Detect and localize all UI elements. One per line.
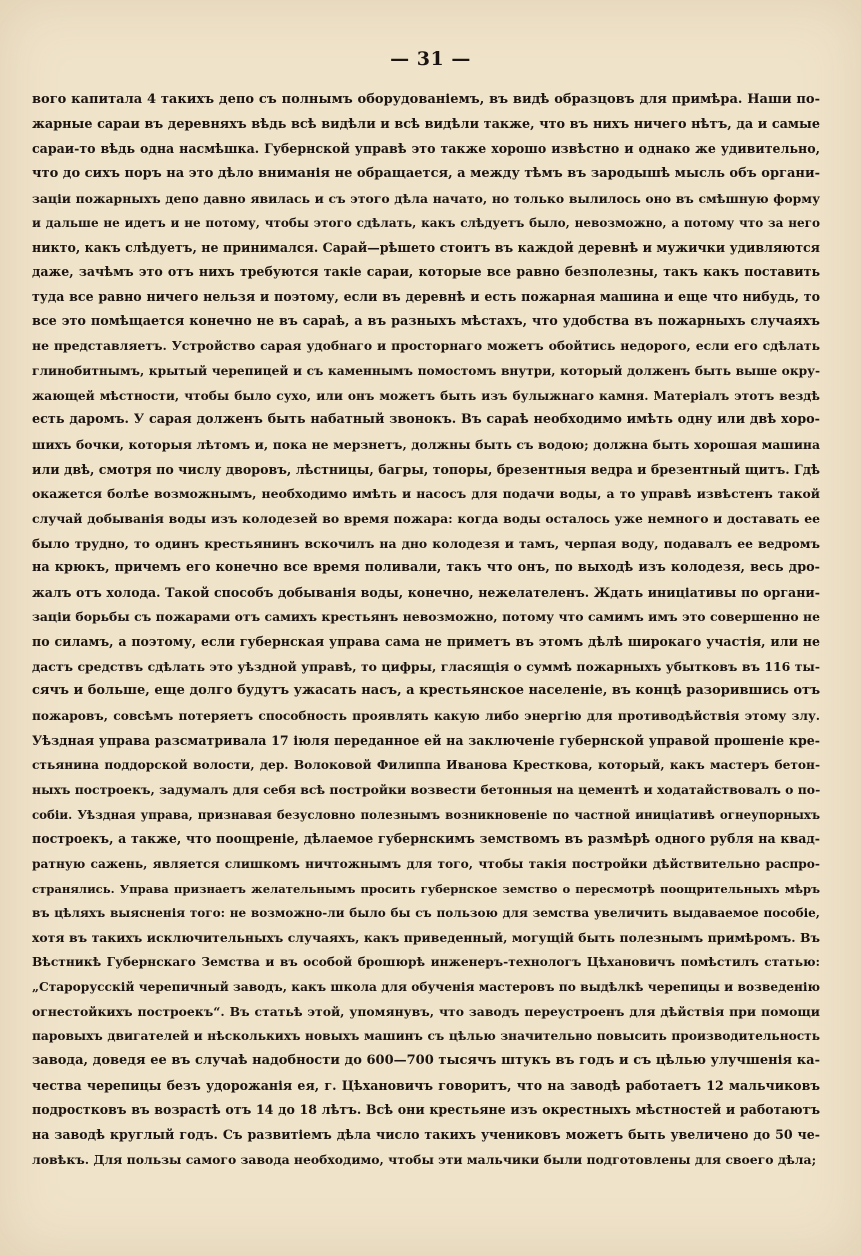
text-line: жарные сараи въ деревняхъ вѣдь всѣ видѣли и всѣ видѣли также, что въ нихъ ничего нѣтъ, да и самые bbox=[32, 116, 820, 132]
text-line: Вѣстникѣ Губернскаго Земства и въ особой брошюрѣ инженеръ-технологъ Цѣхановичъ помѣстилъ статью: bbox=[32, 955, 820, 970]
text-line: шихъ бочки, которыя лѣтомъ и, пока не мерзнетъ, должны быть съ водою; должна быть хорошая машина bbox=[32, 436, 820, 452]
body-text bbox=[32, 88, 820, 1172]
text-line: было трудно, то одинъ крестьянинъ вскочилъ на дно колодезя и тамъ, черпая воду, подавалъ ее ведромъ bbox=[32, 535, 820, 551]
text-line: ныхъ построекъ, задумалъ для себя всѣ постройки возвести бетонныя на цементѣ и ходатайствовалъ о по- bbox=[32, 781, 820, 797]
text-line: заціи пожарныхъ депо давно явилась и съ этого дѣла начато, но только вылилось оно въ смѣшную форму bbox=[32, 190, 820, 206]
text-line: въ цѣляхъ выясненія того: не возможно-ли было бы съ пользою для земства увеличить выдаваемое пособіе, bbox=[32, 906, 820, 921]
text-line: сараи-то вѣдь одна насмѣшка. Губернской управѣ это также хорошо извѣстно и однако же удивительно, bbox=[32, 141, 820, 157]
text-line: заціи борьбы съ пожарами отъ самихъ крестьянъ невозможно, потому что самимъ имъ это совершенно не bbox=[32, 609, 820, 625]
text-line: построекъ, а также, что поощреніе, дѣлаемое губернскимъ земствомъ въ размѣрѣ одного рубля на квад- bbox=[32, 831, 820, 847]
text-line: ловѣкъ. Для пользы самого завода необходимо, чтобы эти мальчики были подготовлены для своего дѣла; bbox=[32, 1151, 817, 1167]
text-line: „Старорусскій черепичный заводъ, какъ школа для обученія мастеровъ по выдѣлкѣ черепицы и возведенію bbox=[32, 980, 820, 995]
text-line: по силамъ, а поэтому, если губернская управа сама не приметъ въ этомъ дѣлѣ широкаго участія, или не bbox=[32, 634, 820, 650]
text-line: Уѣздная управа разсматривала 17 іюля переданное ей на заключеніе губернской управой прошеніе кре- bbox=[32, 732, 820, 748]
text-line: на заводѣ круглый годъ. Съ развитіемъ дѣла число такихъ учениковъ можетъ быть увеличено до 50 че- bbox=[32, 1126, 820, 1142]
text-line: все это помѣщается конечно не въ сараѣ, а въ разныхъ мѣстахъ, что удобства въ пожарныхъ случаяхъ bbox=[32, 313, 820, 329]
text-line: и дальше не идетъ и не потому, чтобы этого сдѣлать, какъ слѣдуетъ было, невозможно, а потому что за него bbox=[32, 216, 820, 231]
text-line: туда все равно ничего нельзя и поэтому, если въ деревнѣ и есть пожарная машина и еще что нибудь, то bbox=[32, 289, 820, 305]
text-line: странялись. Управа признаетъ желательнымъ просить губернское земство о пересмотрѣ поощрительныхъ мѣръ bbox=[32, 881, 820, 896]
text-line: не представляетъ. Устройство сарая удобнаго и просторнаго можетъ обойтись недорого, если его сдѣлать bbox=[32, 338, 820, 354]
text-line: или двѣ, смотря по числу дворовъ, лѣстницы, багры, топоры, брезентныя ведра и брезентный щитъ. Гдѣ bbox=[32, 461, 820, 477]
text-line: глинобитнымъ, крытый черепицей и съ каменнымъ помостомъ внутри, который долженъ быть выше окру- bbox=[32, 364, 820, 379]
text-line: никто, какъ слѣдуетъ, не принимался. Сарай—рѣшето стоитъ въ каждой деревнѣ и мужички удивляются bbox=[32, 239, 820, 255]
text-line: стьянина поддорской волости, дер. Волоковой Филиппа Иванова Кресткова, который, какъ мастеръ бетон- bbox=[32, 758, 820, 773]
text-line: даже, зачѣмъ это отъ нихъ требуются такіе сараи, которые все равно безполезны, такъ какъ поставить bbox=[32, 264, 820, 280]
text-line: сячъ и больше, еще долго будутъ ужасать насъ, а крестьянское населеніе, въ концѣ разорившись отъ bbox=[32, 683, 820, 699]
text-line: собіи. Уѣздная управа, признавая безусловно полезнымъ возникновеніе по частной иниціативѣ огнеупорныхъ bbox=[32, 807, 820, 822]
text-line: чества черепицы безъ удорожанія ея, г. Цѣхановичъ говоритъ, что на заводѣ работаетъ 12 мальчиковъ bbox=[32, 1077, 820, 1093]
text-line: на крюкъ, причемъ его конечно все время поливали, такъ что онъ, по выходѣ изъ колодезя, весь дро- bbox=[32, 560, 820, 576]
text-line: окажется болѣе возможнымъ, необходимо имѣть и насосъ для подачи воды, а то управѣ извѣстенъ такой bbox=[32, 486, 820, 502]
text-line: жающей мѣстности, чтобы было сухо, или онъ можетъ быть изъ булыжнаго камня. Матеріалъ этотъ вездѣ bbox=[32, 388, 820, 403]
text-line: завода, доведя ее въ случаѣ надобности до 600—700 тысячъ штукъ въ годъ и съ цѣлью улучшенія ка- bbox=[32, 1052, 820, 1068]
text-line: что до сихъ поръ на это дѣло вниманія не обращается, а между тѣмъ въ зародышѣ мысль объ органи- bbox=[32, 165, 820, 181]
text-line: паровыхъ двигателей и нѣсколькихъ новыхъ машинъ съ цѣлью значительно повысить производительность bbox=[32, 1029, 820, 1044]
text-line: пожаровъ, совсѣмъ потеряетъ способность проявлять какую либо энергію для противодѣйствія этому злу. bbox=[32, 709, 820, 724]
text-line: ратную сажень, является слишкомъ ничтожнымъ для того, чтобы такія постройки дѣйствительно распро- bbox=[32, 856, 820, 871]
text-line: случай добыванія воды изъ колодезей во время пожара: когда воды осталось уже немного и доставать ее bbox=[32, 510, 820, 526]
page-number: — 31 — bbox=[390, 48, 471, 70]
text-line: хотя въ такихъ исключительныхъ случаяхъ, какъ приведенный, могущій быть полезнымъ примѣромъ. Въ bbox=[32, 929, 820, 945]
text-line: жалъ отъ холода. Такой способъ добыванія воды, конечно, нежелателенъ. Ждать иниціативы по органи- bbox=[32, 584, 820, 600]
text-line: огнестойкихъ построекъ“. Въ статьѣ этой, упомянувъ, что заводъ переустроенъ для дѣйствія при помощи bbox=[32, 1003, 820, 1019]
text-line: подростковъ въ возрастѣ отъ 14 до 18 лѣтъ. Всѣ они крестьяне изъ окрестныхъ мѣстностей и работаютъ bbox=[32, 1102, 820, 1118]
text-line: есть даромъ. У сарая долженъ быть набатный звонокъ. Въ сараѣ необходимо имѣть одну или двѣ хоро- bbox=[32, 412, 820, 428]
text-line: вого капитала 4 такихъ депо съ полнымъ оборудованіемъ, въ видѣ образцовъ для примѣра. Наши по- bbox=[32, 92, 820, 107]
text-line: дастъ средствъ сдѣлать это уѣздной управѣ, то цифры, гласящія о суммѣ пожарныхъ убытковъ въ 116 ты- bbox=[32, 658, 820, 674]
